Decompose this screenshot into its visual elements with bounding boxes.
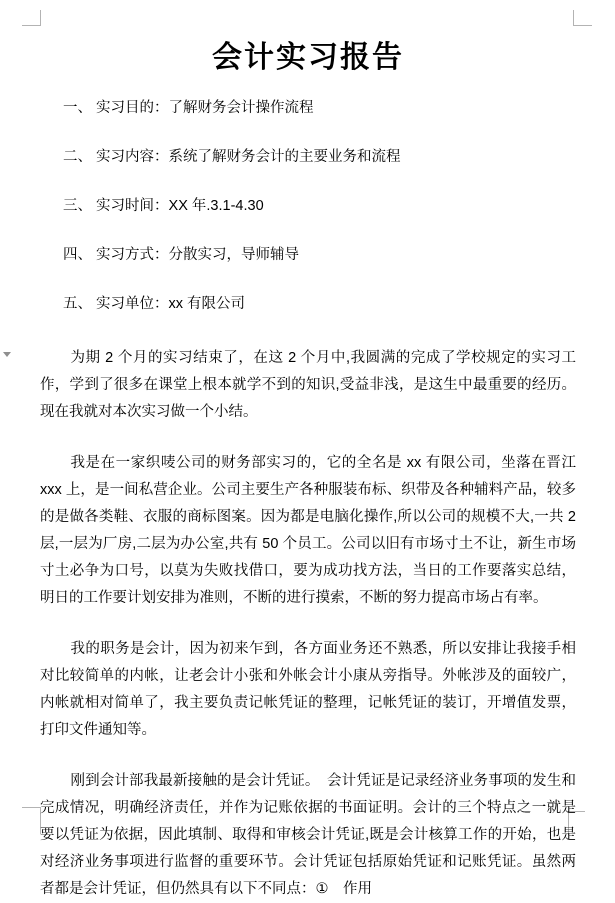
document-title[interactable]: 会计实习报告: [212, 40, 404, 75]
body-paragraph-company-description[interactable]: 我是在一家织唛公司的财务部实习的，它的全名是 xx 有限公司，坐落在晋江 xxx 上，是一间私营企业。公司主要生产各种服装布标、织带及各种辅料产品，较多的是做各类鞋、衣服的商标图案。因为都是电脑化操作,所以公司的规模不大,一共 2 层,一层为厂房,二层为办公室,共有 50 个员工。公司以旧有市场寸土不让，新生市场寸土必争为口号，以莫为失败找借口，要为成功找方法，当日的工作要落实总结，明日的工作要计划安排为准则，不断的进行摸索，不断的努力提高市场占有率。: [40, 455, 576, 606]
outline-item-content[interactable]: 二、 实习内容：系统了解财务会计的主要业务和流程: [63, 149, 401, 165]
text-boundary-mark-bottom-left: [22, 807, 41, 834]
body-paragraph-job-duties[interactable]: 我的职务是会计，因为初来乍到，各方面业务还不熟悉，所以安排让我接手相对比较简单的内帐，让老会计小张和外帐会计小康从旁指导。外帐涉及的面较广，内帐就相对简单了，我主要负责记帐凭证的整理，记帐凭证的装订，开增值发票，打印文件通知等。: [40, 641, 576, 738]
left-margin-marker-icon: [3, 352, 11, 357]
outline-section: [40, 98, 576, 315]
outline-item-method[interactable]: 四、 实习方式：分散实习，导师辅导: [63, 247, 300, 263]
outline-item-company[interactable]: 五、 实习单位：xx 有限公司: [63, 296, 246, 312]
body-paragraph-accounting-vouchers[interactable]: 刚到会计部我最新接触的是会计凭证。 会计凭证是记录经济业务事项的发生和完成情况，明确经济责任，并作为记账依据的书面证明。会计的三个特点之一就是要以凭证为依据，因此填制、取得和审核会计凭证,既是会计核算工作的开始，也是对经济业务事项进行监督的重要环节。会计凭证包括原始凭证和记账凭证。虽然两者都是会计凭证，但仍然具有以下不同点：① 作用: [40, 773, 576, 897]
text-boundary-mark-top-left: [22, 10, 41, 26]
body-paragraph-summary-intro[interactable]: 为期 2 个月的实习结束了，在这 2 个月中,我圆满的完成了学校规定的实习工作，学到了很多在课堂上根本就学不到的知识,受益非浅，是这生中最重要的经历。现在我就对本次实习做一个小结。: [40, 350, 576, 420]
outline-item-time[interactable]: 三、 实习时间：XX 年.3.1-4.30: [63, 198, 264, 214]
document-content: [40, 30, 576, 903]
outline-item-purpose[interactable]: 一、 实习目的：了解财务会计操作流程: [63, 100, 314, 116]
text-boundary-mark-top-right: [573, 10, 592, 26]
